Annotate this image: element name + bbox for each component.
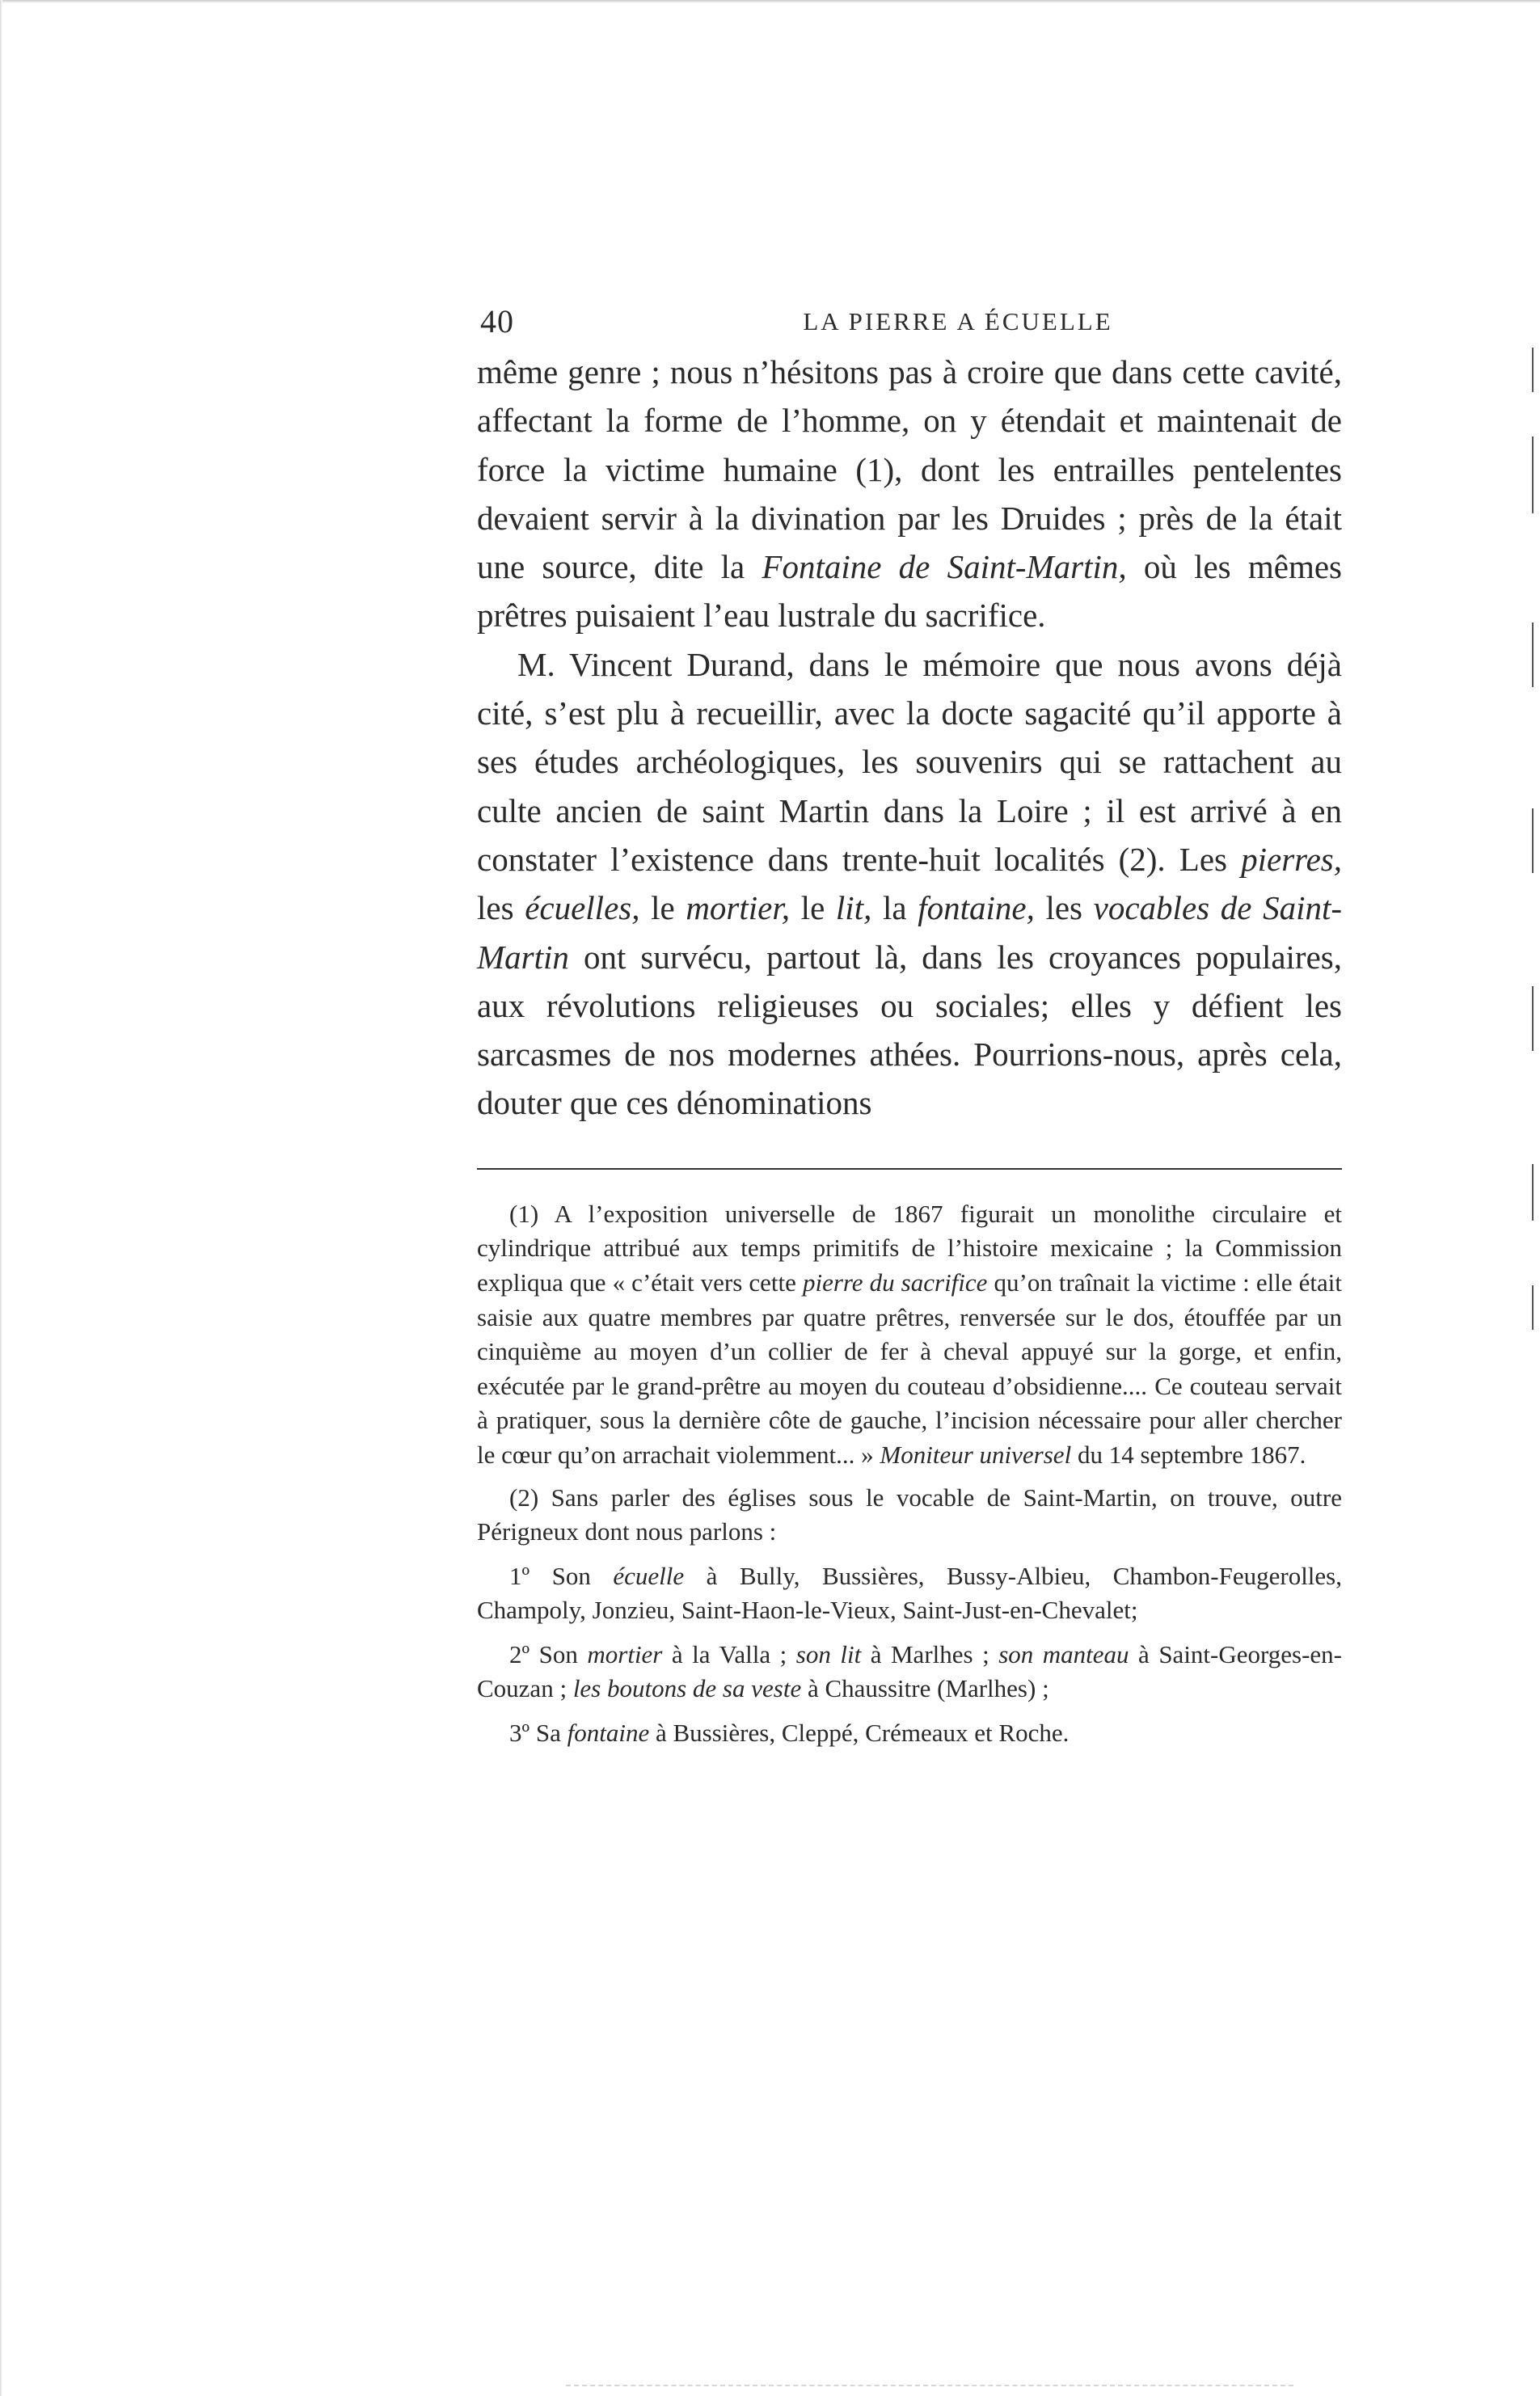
- running-title: LA PIERRE A ÉCUELLE: [803, 307, 1113, 335]
- book-page: [477, 299, 1342, 1761]
- footnote-1: (1) A l’exposition universelle de 1867 figurait un monolithe circulaire et cylindrique attribué aux temps primitifs de l’histoire mexicaine ; la Commission expliqua que « c’était vers cette pierre du sacrifice qu’on traînait la victime : elle était saisie aux quatre membres par quatre prêtres, renversée sur le dos, étouffée par un cinquième au moyen d’un collier de fer à cheval appuyé sur la gorge, et enfin, exécutée par le grand-prêtre au moyen du couteau d’obsidienne.... Ce couteau servait à pratiquer, sous la dernière côte de gauche, l’incision nécessaire pour aller chercher le cœur qu’on arrachait violemment... » Moniteur universel du 14 septembre 1867.: [477, 1199, 1343, 1469]
- scan-edge-left: [0, 0, 2, 2396]
- running-header: [477, 299, 1342, 348]
- main-text: [477, 348, 1342, 1128]
- footnote-2-item-3: 3º Sa fontaine à Bussières, Cleppé, Crémeaux et Roche.: [509, 1719, 1070, 1748]
- footnote-rule: [477, 1168, 1342, 1170]
- footnote-2-intro: (2) Sans parler des églises sous le vocable de Saint-Martin, on trouve, outre Périgneux dont nous parlons :: [477, 1483, 1342, 1546]
- page-number: 40: [480, 303, 514, 340]
- footnotes: [477, 1197, 1342, 1751]
- paragraph-continued: même genre ; nous n’hésitons pas à croire que dans cette cavité, affectant la forme de l’homme, on y étendait et maintenait de force la victime humaine (1), dont les entrailles pentelentes devaient servir à la divination par les Druides ; près de la était une source, dite la Fontaine de Saint-Martin, où les mêmes prêtres puisaient l’eau lustrale du sacrifice.: [477, 353, 1342, 635]
- scan-edge-top: [0, 0, 1540, 3]
- footnote-2-item-2: 2º Son mortier à la Valla ; son lit à Marlhes ; son manteau à Saint-Georges-en-Couzan ; les boutons de sa veste à Chaussitre (Marlhes) ;: [477, 1639, 1343, 1703]
- footnote-2-item-1: 1º Son écuelle à Bully, Bussières, Bussy-Albieu, Chambon-Feugerolles, Champoly, Jonzieu, Saint-Haon-le-Vieux, Saint-Just-en-Chevalet;: [477, 1561, 1342, 1625]
- paragraph-durand: M. Vincent Durand, dans le mémoire que nous avons déjà cité, s’est plu à recueillir, avec la docte sagacité qu’il apporte à ses études archéologiques, les souvenirs qui se rattachent au culte ancien de saint Martin dans la Loire ; il est arrivé à en constater l’existence dans trente-huit localités (2). Les pierres, les écuelles, le mortier, le lit, la fontaine, les vocables de Saint-Martin ont survécu, partout là, dans les croyances populaires, aux révolutions religieuses ou sociales; elles y défient les sarcasmes de nos modernes athées. Pourrions-nous, après cela, douter que ces dénominations: [477, 645, 1342, 1122]
- scan-edge-bottom: [566, 2385, 1293, 2389]
